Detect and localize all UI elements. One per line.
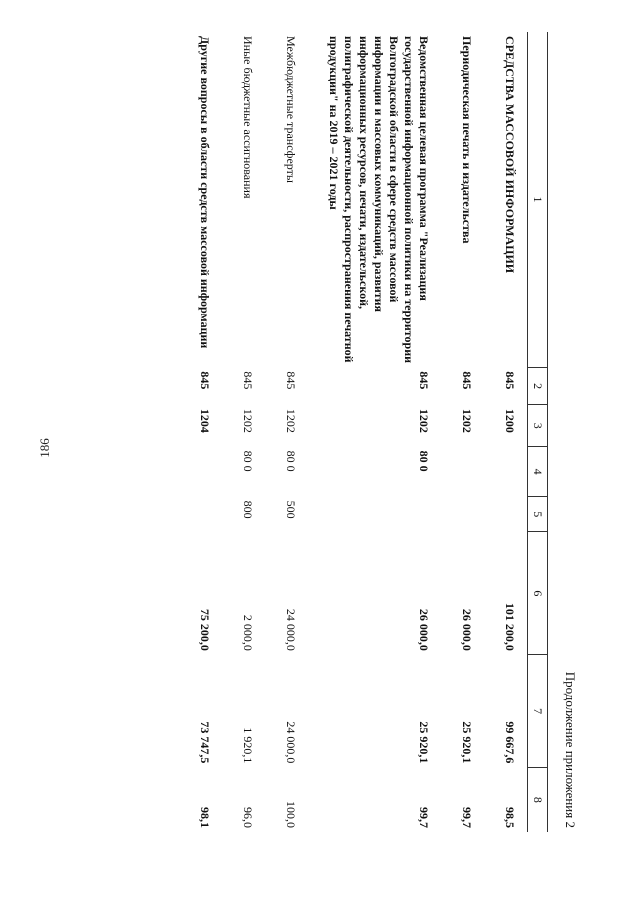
cell-c5: 500 <box>284 500 298 519</box>
row-name: Межбюджетные трансферты <box>284 36 298 183</box>
cell-c8: 100,0 <box>284 801 298 828</box>
cell-c8: 98,5 <box>503 807 517 828</box>
rotated-page <box>40 0 640 860</box>
cell-c8: 99,7 <box>460 807 474 828</box>
col-header-5: 5 <box>528 497 548 532</box>
cell-c5 <box>179 497 222 532</box>
cell-c5 <box>308 497 441 532</box>
col-header-6: 6 <box>528 532 548 655</box>
cell-c3: 1202 <box>241 408 255 433</box>
cell-c8: 99,7 <box>417 807 431 828</box>
table-row <box>441 32 484 832</box>
row-name: Другие вопросы в области средств массовой информации <box>198 36 212 349</box>
cell-c7: 24 000,0 <box>284 721 298 764</box>
row-name: СРЕДСТВА МАССОВОЙ ИНФОРМАЦИИ <box>503 36 517 274</box>
cell-c2: 845 <box>460 371 474 390</box>
cell-c2: 845 <box>284 371 298 390</box>
table-row <box>265 32 308 832</box>
table-row <box>308 32 441 832</box>
col-header-7: 7 <box>528 655 548 767</box>
cell-c7: 1 920,1 <box>241 727 255 764</box>
budget-table <box>179 32 548 832</box>
cell-c2: 845 <box>417 371 431 390</box>
cell-c4 <box>484 447 528 497</box>
cell-c6: 101 200,0 <box>503 602 517 651</box>
col-header-3: 3 <box>528 405 548 447</box>
col-header-1: 1 <box>528 32 548 367</box>
cell-c6: 24 000,0 <box>284 608 298 651</box>
cell-c6: 2 000,0 <box>241 614 255 651</box>
cell-c4: 80 0 <box>417 450 431 472</box>
row-name: Иные бюджетные ассигнования <box>241 36 255 199</box>
col-header-2: 2 <box>528 367 548 405</box>
cell-c7: 25 920,1 <box>417 721 431 764</box>
cell-c4: 80 0 <box>241 450 255 472</box>
page-content <box>40 10 640 850</box>
cell-c4: 80 0 <box>284 450 298 472</box>
cell-c2: 845 <box>198 371 212 390</box>
table-row <box>222 32 265 832</box>
table-row <box>484 32 528 832</box>
cell-c4 <box>441 447 484 497</box>
cell-c2: 845 <box>503 371 517 390</box>
cell-c7: 25 920,1 <box>460 721 474 764</box>
col-header-8: 8 <box>528 767 548 832</box>
cell-c8: 96,0 <box>241 807 255 828</box>
table-row <box>179 32 222 832</box>
cell-c3: 1204 <box>198 408 212 433</box>
cell-c3: 1200 <box>503 408 517 433</box>
cell-c5 <box>484 497 528 532</box>
cell-c6: 26 000,0 <box>417 608 431 651</box>
cell-c7: 99 667,6 <box>503 721 517 764</box>
col-header-4: 4 <box>528 447 548 497</box>
cell-c6: 75 200,0 <box>198 608 212 651</box>
continuation-note: Продолжение приложения 2 <box>563 671 578 828</box>
cell-c5: 800 <box>241 500 255 519</box>
cell-c6: 26 000,0 <box>460 608 474 651</box>
cell-c3: 1202 <box>284 408 298 433</box>
cell-c5 <box>441 497 484 532</box>
header-row <box>528 32 548 832</box>
page-number: 186 <box>37 438 52 458</box>
cell-c7: 73 747,5 <box>198 721 212 764</box>
row-name: Периодическая печать и издательства <box>460 36 474 244</box>
cell-c3: 1202 <box>417 408 431 433</box>
cell-c4 <box>179 447 222 497</box>
cell-c3: 1202 <box>460 408 474 433</box>
cell-c2: 845 <box>241 371 255 390</box>
cell-c8: 98,1 <box>198 807 212 828</box>
row-name: Ведомственная целевая программа "Реализация государственной информационной политики на территории Волгоградской области в сфере средств массовой информации и массовых коммуникаций, развития информационных ресурсов, печати, издательской, полиграфической деятельности, распространения печатной продукции" на 2019 – 2021 годы <box>327 36 431 364</box>
